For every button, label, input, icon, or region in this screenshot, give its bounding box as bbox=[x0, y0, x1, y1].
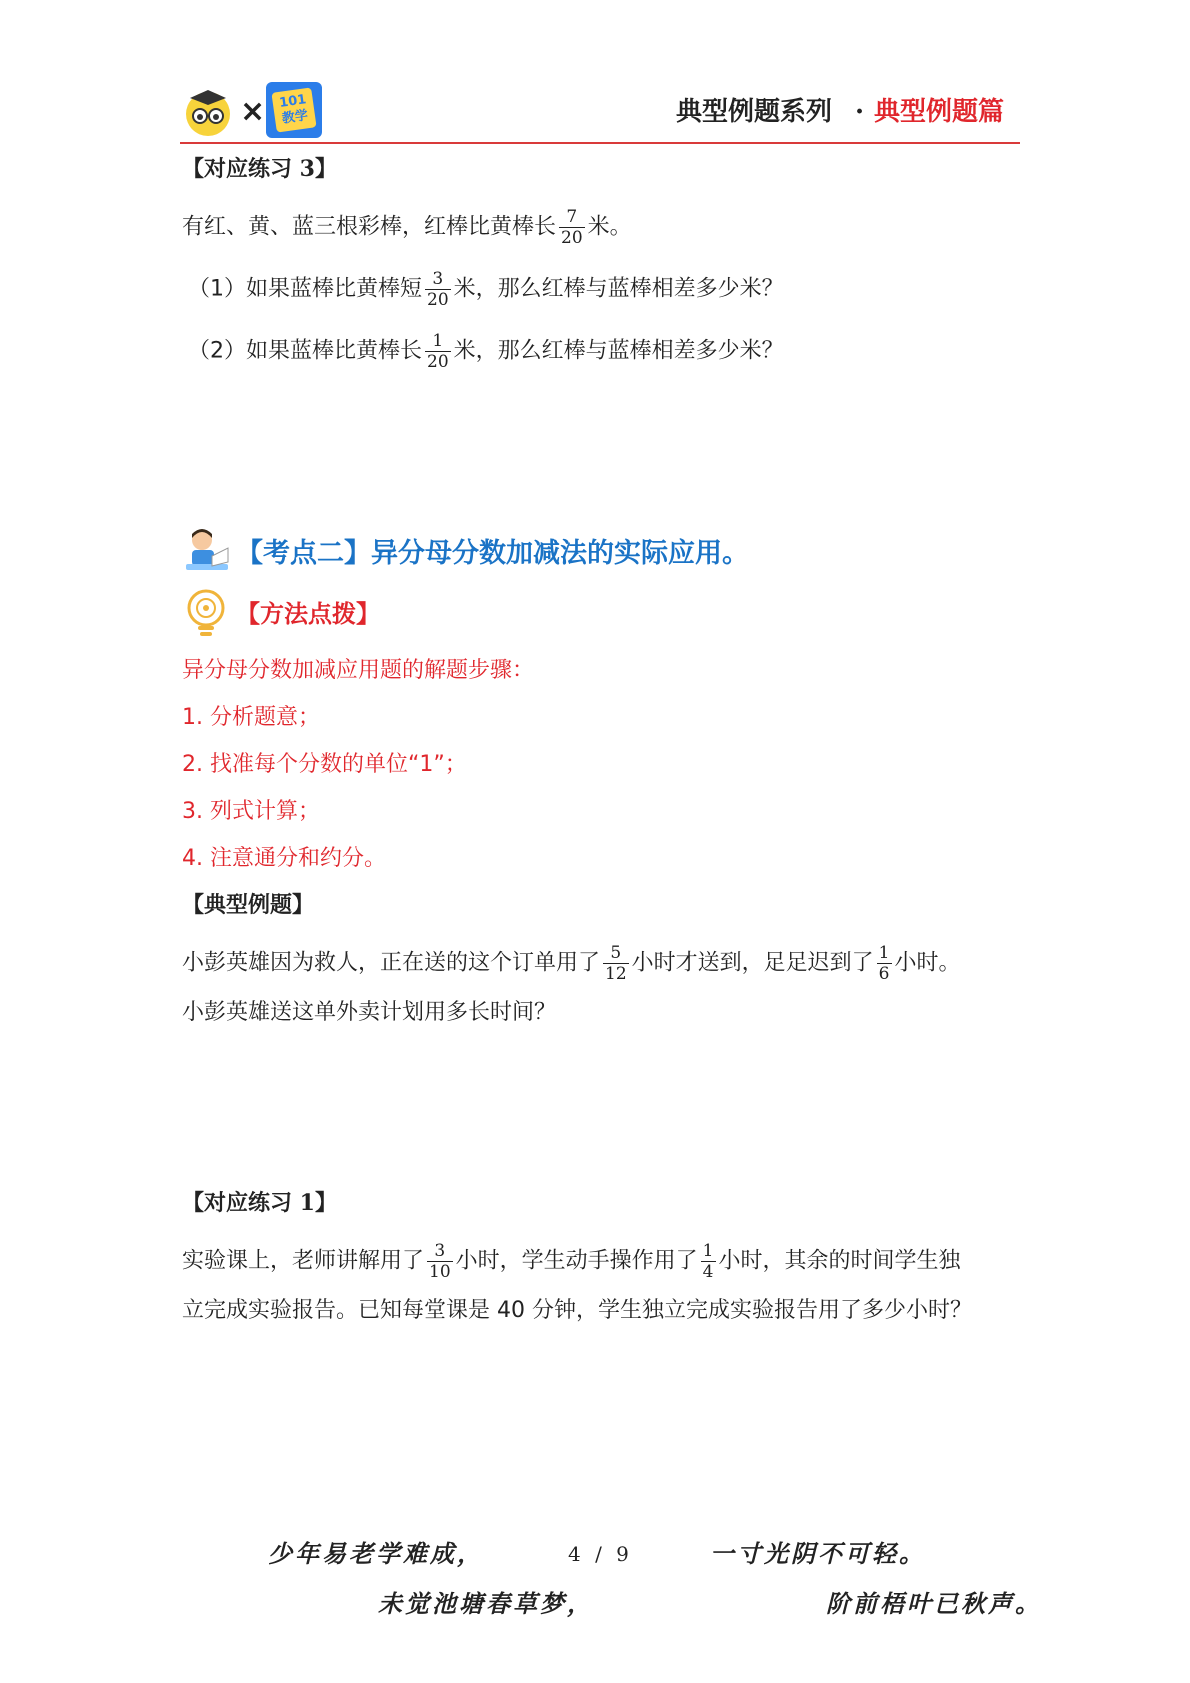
poem-line-4: 阶前梧叶已秋声。 bbox=[826, 1589, 1042, 1618]
step-item: 3. 列式计算； bbox=[182, 799, 320, 824]
series-title-right: 典型例题篇 bbox=[874, 97, 1005, 127]
example-line2: 小彭英雄送这单外卖计划用多长时间？ bbox=[182, 1000, 557, 1025]
practice3-question2: （2）如果蓝棒比黄棒长 $\frac{1}{20}$ 米，那么红棒与蓝棒相差多少米？ bbox=[188, 331, 784, 372]
fraction: $\frac{1}{4}$ bbox=[702, 1241, 714, 1282]
page-number: 4 / 9 bbox=[568, 1542, 633, 1566]
owl-logo-icon bbox=[182, 86, 234, 138]
fraction: $\frac{7}{20}$ bbox=[561, 207, 583, 248]
101-logo-icon: 101教学 bbox=[266, 82, 322, 138]
poem-line-1: 少年易老学难成， bbox=[268, 1539, 484, 1568]
poem-line-2: 一寸光阴不可轻。 bbox=[710, 1539, 926, 1568]
fraction: $\frac{3}{20}$ bbox=[427, 269, 449, 310]
series-dot: · bbox=[855, 97, 865, 127]
example-line1: 小彭英雄因为救人，正在送的这个订单用了 $\frac{5}{12}$ 小时才送到，足足迟到了 $\frac{1}{6}$ 小时。 bbox=[182, 943, 961, 984]
lightbulb-icon bbox=[184, 588, 228, 640]
step-item: 4. 注意通分和约分。 bbox=[182, 846, 386, 871]
practice3-stem: 有红、黄、蓝三根彩棒，红棒比黄棒长 $\frac{7}{20}$ 米。 bbox=[182, 207, 632, 248]
practice1-line1: 实验课上，老师讲解用了 $\frac{3}{10}$ 小时，学生动手操作用了 $\frac{1}{4}$ 小时，其余的时间学生独 bbox=[182, 1241, 961, 1282]
section2-title: 【考点二】异分母分数加减法的实际应用。 bbox=[236, 538, 749, 569]
header-divider bbox=[180, 142, 1020, 144]
step-item: 2. 找准每个分数的单位“1”； bbox=[182, 752, 467, 777]
fraction: $\frac{5}{12}$ bbox=[605, 943, 627, 984]
fraction: $\frac{3}{10}$ bbox=[429, 1241, 451, 1282]
steps-intro: 异分母分数加减应用题的解题步骤： bbox=[182, 658, 535, 683]
practice3-title: 【对应练习 3】 bbox=[182, 156, 337, 182]
method-title: 【方法点拨】 bbox=[236, 600, 380, 628]
practice1-title: 【对应练习 1】 bbox=[182, 1190, 337, 1216]
poem-line-3: 未觉池塘春草梦， bbox=[378, 1589, 594, 1618]
practice3-question1: （1）如果蓝棒比黄棒短 $\frac{3}{20}$ 米，那么红棒与蓝棒相差多少米？ bbox=[188, 269, 784, 310]
logo-times-sign: × bbox=[240, 94, 266, 129]
fraction: $\frac{1}{6}$ bbox=[878, 943, 890, 984]
student-reading-icon bbox=[182, 526, 232, 578]
step-item: 1. 分析题意； bbox=[182, 705, 320, 730]
practice1-line2: 立完成实验报告。已知每堂课是 40 分钟，学生独立完成实验报告用了多少小时？ bbox=[182, 1298, 972, 1323]
example-title: 【典型例题】 bbox=[182, 892, 315, 918]
fraction: $\frac{1}{20}$ bbox=[427, 331, 449, 372]
series-title-left: 典型例题系列 bbox=[676, 97, 833, 127]
